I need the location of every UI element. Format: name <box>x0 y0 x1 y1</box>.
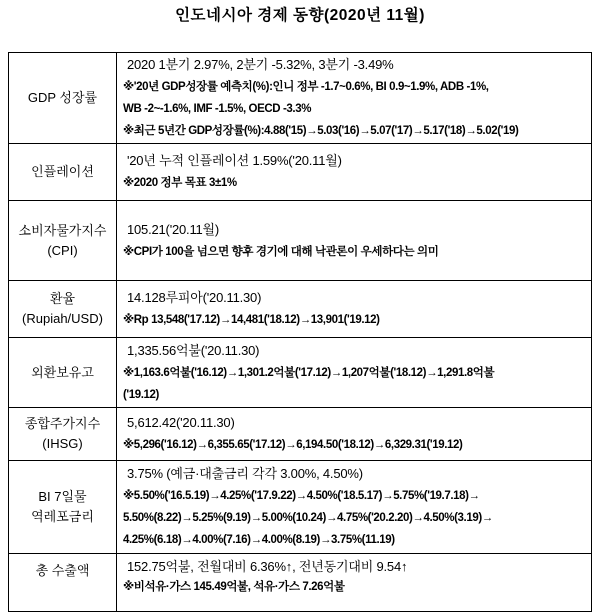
content-note-line: ※5,296('16.12)→6,355.65('17.12)→6,194.50('18.12)→6,329.31('19.12) <box>123 439 463 451</box>
content-note-line: 4.25%(6.18)→4.00%(7.16)→4.00%(8.19)→3.75%(11.19) <box>123 534 395 546</box>
row-label-cell <box>9 201 117 280</box>
content-note-line: ※Rp 13,548('17.12)→14,481('18.12)→13,901('19.12) <box>123 314 380 326</box>
content-note-line: ('19.12) <box>123 388 159 401</box>
row-content-cell <box>117 201 591 280</box>
row-label-line: (Rupiah/USD) <box>22 311 103 326</box>
row-label-line: 종합주가지수 <box>24 416 101 431</box>
content-note-line: ※5.50%('16.5.19)→4.25%('17.9.22)→4.50%('18.5.17)→5.75%('19.7.18)→ <box>123 490 480 502</box>
table-row <box>9 554 591 611</box>
page-title: 인도네시아 경제 동향(2020년 11월) <box>175 7 425 24</box>
row-label-cell <box>9 461 117 553</box>
content-value-line: 105.21('20.11월) <box>127 221 220 237</box>
row-content-cell <box>117 338 591 407</box>
row-label-line: 외환보유고 <box>31 364 94 380</box>
content-value-line: 3.75% (예금·대출금리 각각 3.00%, 4.50%) <box>127 466 363 481</box>
content-note-line: ※최근 5년간 GDP성장률(%):4.88('15)→5.03('16)→5.07('17)→5.17('18)→5.02('19) <box>123 125 519 137</box>
content-note-line: ※'20년 GDP성장률 예측치(%):인니 정부 -1.7~0.6%, BI 0.9~1.9%, ADB -1%, <box>123 81 489 93</box>
content-value-line: 152.75억불, 전월대비 6.36%↑, 전년동기대비 9.54↑ <box>127 559 408 574</box>
row-label-line: (CPI) <box>47 242 78 258</box>
content-note-line: ※비석유·가스 145.49억불, 석유·가스 7.26억불 <box>123 581 345 593</box>
content-value-line: 14.128루피아('20.11.30) <box>127 290 262 305</box>
row-label-line: 환율 <box>49 291 76 306</box>
row-content-cell <box>117 554 591 611</box>
row-label-line: 소비자물가지수 <box>18 222 107 238</box>
row-label-cell <box>9 408 117 460</box>
table-row <box>9 281 591 338</box>
table-row <box>9 53 591 144</box>
row-label-line: 인플레이션 <box>31 164 94 179</box>
row-label-line: GDP 성장률 <box>27 90 98 105</box>
content-value-line: 2020 1분기 2.97%, 2분기 -5.32%, 3분기 -3.49% <box>127 57 394 72</box>
row-content-cell <box>117 461 591 553</box>
row-label-cell <box>9 281 117 337</box>
table-row <box>9 408 591 461</box>
row-label-cell <box>9 53 117 143</box>
row-label-line: BI 7일물 <box>38 489 87 504</box>
table-row <box>9 338 591 408</box>
row-label-line: 총 수출액 <box>35 563 90 578</box>
row-label-cell <box>9 554 117 611</box>
content-note-line: ※CPI가 100을 넘으면 향후 경기에 대해 낙관론이 우세하다는 의미 <box>123 245 439 258</box>
content-value-line: '20년 누적 인플레이션 1.59%('20.11월) <box>127 153 342 168</box>
content-note-line: ※1,163.6억불('16.12)→1,301.2억불('17.12)→1,207억불('18.12)→1,291.8억불 <box>123 366 495 379</box>
content-note-line: WB -2~-1.6%, IMF -1.5%, OECD -3.3% <box>123 103 312 115</box>
row-label-cell <box>9 144 117 200</box>
row-content-cell <box>117 144 591 200</box>
row-content-cell <box>117 53 591 143</box>
table-row <box>9 201 591 281</box>
row-content-cell <box>117 281 591 337</box>
table-row <box>9 461 591 554</box>
content-note-line: ※2020 정부 목표 3±1% <box>123 177 237 189</box>
row-label-cell <box>9 338 117 407</box>
row-content-cell <box>117 408 591 460</box>
content-value-line: 1,335.56억불('20.11.30) <box>127 342 260 358</box>
row-label-line: 역레포금리 <box>31 509 94 524</box>
economy-table <box>8 52 592 612</box>
content-value-line: 5,612.42('20.11.30) <box>127 415 235 430</box>
table-row <box>9 144 591 201</box>
content-note-line: 5.50%(8.22)→5.25%(9.19)→5.00%(10.24)→4.75%('20.2.20)→4.50%(3.19)→ <box>123 512 493 524</box>
row-label-line: (IHSG) <box>42 436 83 451</box>
